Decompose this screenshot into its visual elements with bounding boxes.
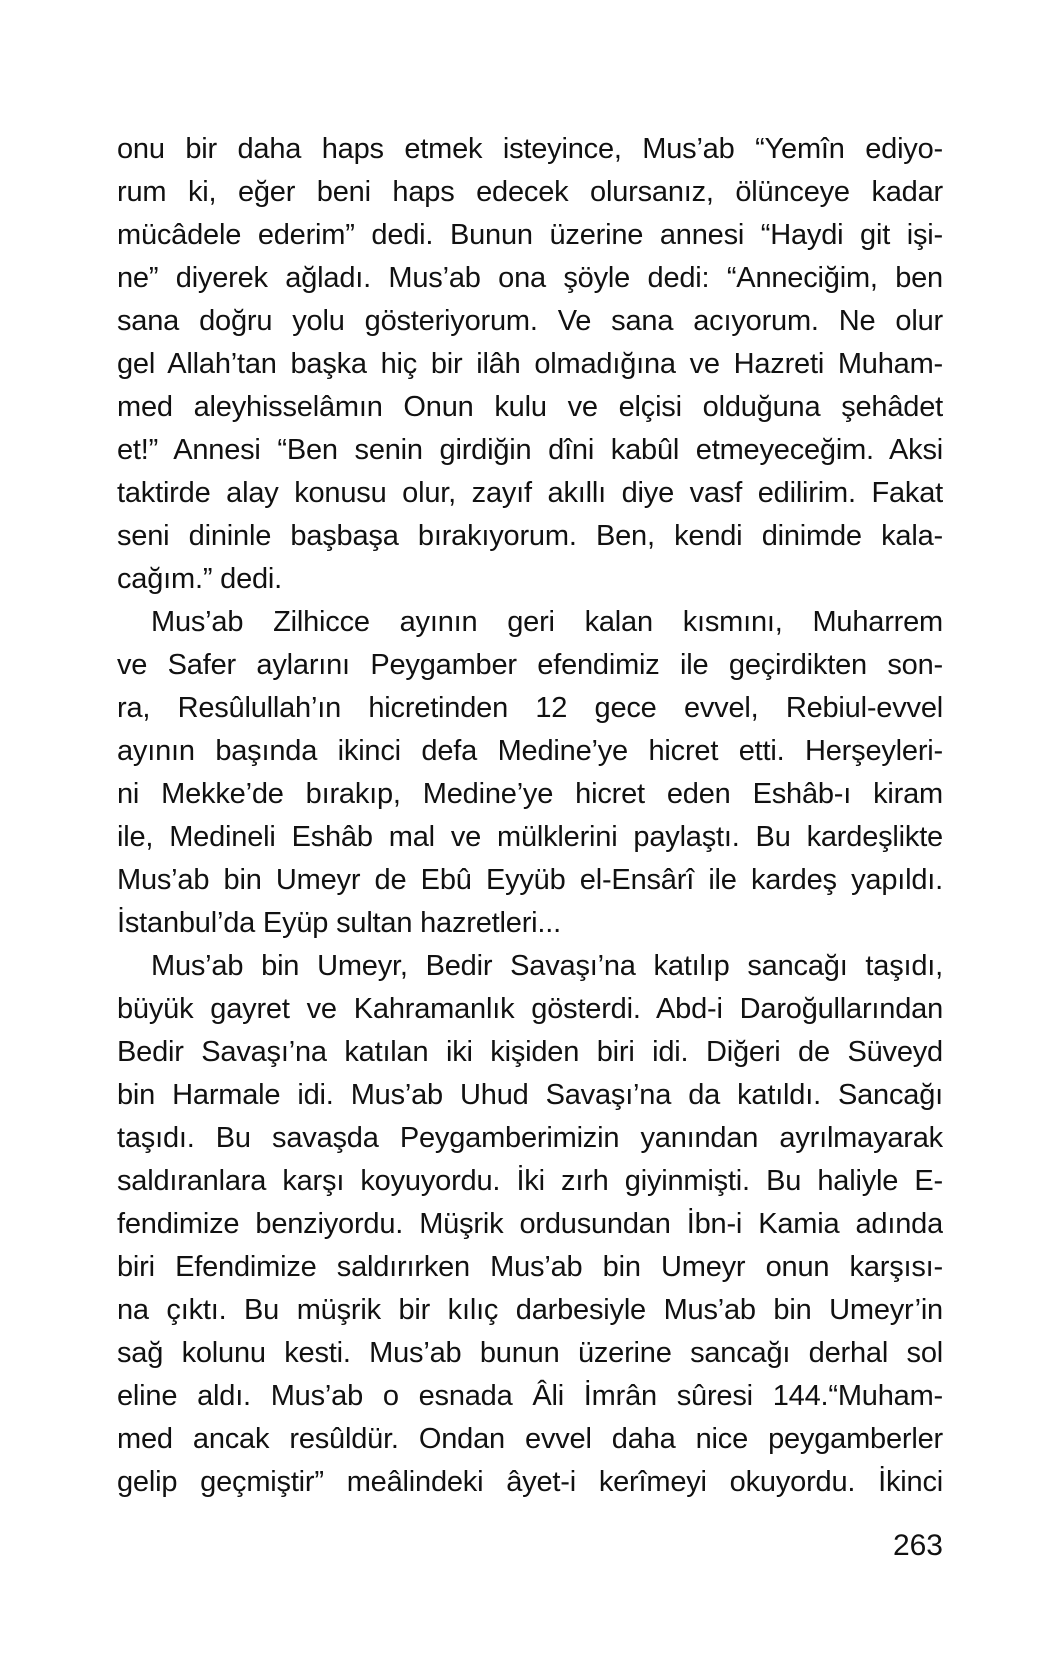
text-line: taşıdı. Bu savaşda Peygamberimizin yanından ayrılmayarak — [117, 1122, 943, 1154]
text-line: büyük gayret ve Kahramanlık gösterdi. Abd-i Daroğullarından — [117, 993, 943, 1025]
text-line: sağ kolunu kesti. Mus’ab bunun üzerine sancağı derhal sol — [117, 1337, 943, 1369]
text-line: mücâdele ederim” dedi. Bunun üzerine annesi “Haydi git işi- — [117, 219, 943, 251]
text-line: taktirde alay konusu olur, zayıf akıllı diye vasf edilirim. Fakat — [117, 477, 943, 509]
text-line: onu bir daha haps etmek isteyince, Mus’ab “Yemîn ediyo- — [117, 133, 943, 165]
text-line: rum ki, eğer beni haps edecek olursanız, ölünceye kadar — [117, 176, 943, 208]
text-line: seni dininle başbaşa bırakıyorum. Ben, kendi dinimde kala- — [117, 520, 943, 552]
text-line: bin Harmale idi. Mus’ab Uhud Savaşı’na da katıldı. Sancağı — [117, 1079, 943, 1111]
text-line: ayının başında ikinci defa Medine’ye hicret etti. Herşeyleri- — [117, 735, 943, 767]
text-line: fendimize benziyordu. Müşrik ordusundan İbn-i Kamia adında — [117, 1208, 943, 1240]
page-number: 263 — [892, 1529, 943, 1562]
text-line: gel Allah’tan başka hiç bir ilâh olmadığına ve Hazreti Muham- — [117, 348, 943, 380]
text-line: Mus’ab bin Umeyr de Ebû Eyyüb el-Ensârî ile kardeş yapıldı. — [117, 864, 943, 896]
text-line: med aleyhisselâmın Onun kulu ve elçisi olduğuna şehâdet — [117, 391, 943, 423]
text-line: ni Mekke’de bırakıp, Medine’ye hicret eden Eshâb-ı kiram — [117, 778, 943, 810]
text-line: gelip geçmiştir” meâlindeki âyet-i kerîmeyi okuyordu. İkinci — [117, 1466, 943, 1498]
text-line: Mus’ab Zilhicce ayının geri kalan kısmını, Muharrem — [151, 606, 943, 638]
page-text — [117, 128, 943, 1504]
text-line: ve Safer aylarını Peygamber efendimiz ile geçirdikten son- — [117, 649, 943, 681]
text-line: Mus’ab bin Umeyr, Bedir Savaşı’na katılıp sancağı taşıdı, — [151, 950, 943, 982]
text-line: sana doğru yolu gösteriyorum. Ve sana acıyorum. Ne olur — [117, 305, 943, 337]
text-line: na çıktı. Bu müşrik bir kılıç darbesiyle Mus’ab bin Umeyr’in — [117, 1294, 943, 1326]
text-line: eline aldı. Mus’ab o esnada Âli İmrân sûresi 144.“Muham- — [117, 1380, 943, 1412]
text-line: ra, Resûlullah’ın hicretinden 12 gece evvel, Rebiul-evvel — [117, 692, 943, 724]
text-line: Bedir Savaşı’na katılan iki kişiden biri idi. Diğeri de Süveyd — [117, 1036, 943, 1068]
text-line: biri Efendimize saldırırken Mus’ab bin Umeyr onun karşısı- — [117, 1251, 943, 1283]
text-line: cağım.” dedi. — [117, 563, 283, 595]
text-line: İstanbul’da Eyüp sultan hazretleri... — [117, 907, 561, 939]
text-line: et!” Annesi “Ben senin girdiğin dîni kabûl etmeyeceğim. Aksi — [117, 434, 943, 466]
text-line: saldıranlara karşı koyuyordu. İki zırh giyinmişti. Bu haliyle E- — [117, 1165, 943, 1197]
text-line: med ancak resûldür. Ondan evvel daha nice peygamberler — [117, 1423, 943, 1455]
text-line: ile, Medineli Eshâb mal ve mülklerini paylaştı. Bu kardeşlikte — [117, 821, 943, 853]
text-line: ne” diyerek ağladı. Mus’ab ona şöyle dedi: “Anneciğim, ben — [117, 262, 943, 294]
